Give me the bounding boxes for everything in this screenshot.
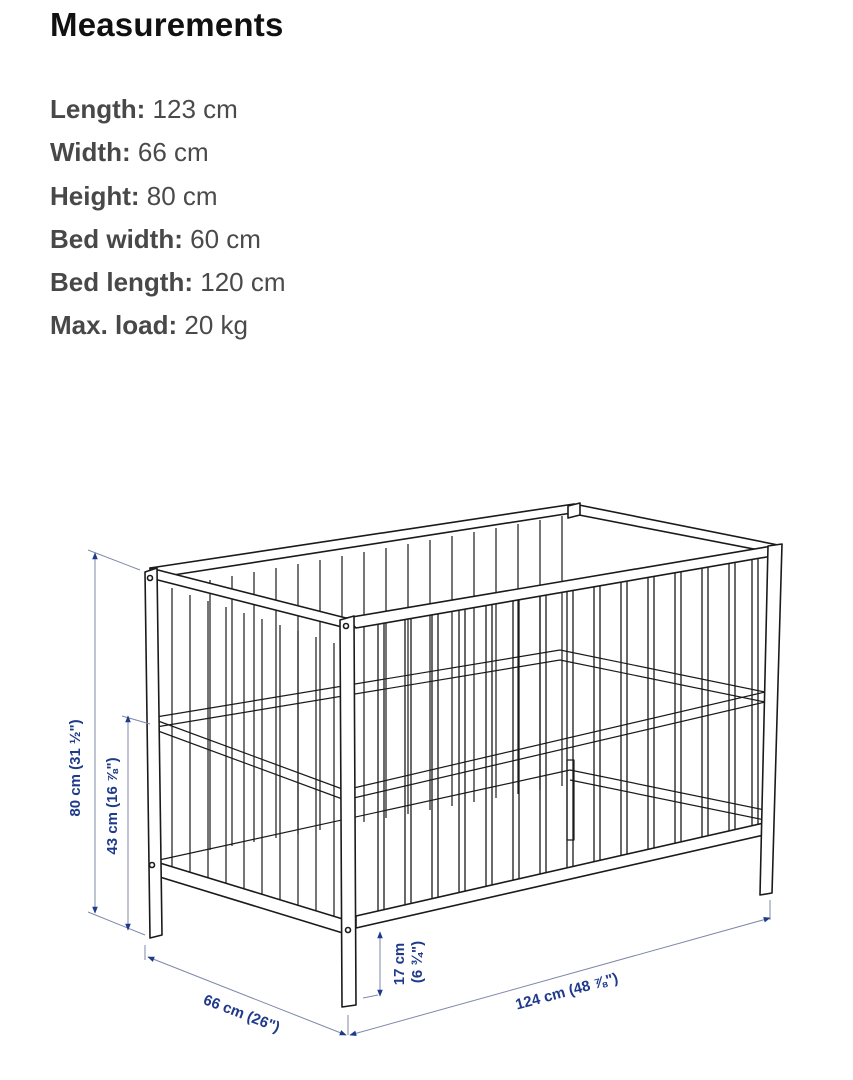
label-depth: 66 cm (26"): [200, 991, 283, 1037]
back-slats: [210, 516, 562, 850]
label-base-height: 43 cm (16 ⅞"): [104, 757, 121, 855]
spec-label: Bed width:: [50, 223, 183, 254]
spec-label: Bed length:: [50, 267, 193, 298]
left-top-rail: [150, 568, 346, 628]
spec-value: 80 cm: [146, 180, 218, 211]
post-back-right: [568, 503, 580, 518]
right-top-rail: [574, 504, 778, 553]
label-length: 124 cm (48 ⅞"): [513, 969, 620, 1014]
spec-value: 66 cm: [137, 137, 209, 168]
crib-illustration: [145, 503, 782, 1007]
post-front-left: [340, 616, 356, 1007]
post-front-right: [760, 544, 782, 895]
spec-value: 60 cm: [190, 223, 261, 254]
label-clearance-cm: 17 cm: [391, 942, 408, 986]
page-title: Measurements: [50, 6, 284, 43]
mattress-base: [150, 650, 765, 862]
spec-label: Width:: [50, 137, 131, 168]
front-bottom-rail: [356, 822, 768, 928]
post-back-left: [145, 568, 162, 938]
label-total-height: 80 cm (31 ½"): [67, 719, 84, 817]
spec-value: 120 cm: [200, 267, 286, 298]
spec-label: Length:: [50, 94, 146, 124]
spec-value: 123 cm: [152, 94, 238, 124]
spec-label: Height:: [50, 180, 140, 211]
spec-value: 20 kg: [184, 310, 248, 341]
spec-label: Max. load:: [50, 310, 178, 341]
label-clearance-in: (6 ¾"): [409, 940, 426, 984]
